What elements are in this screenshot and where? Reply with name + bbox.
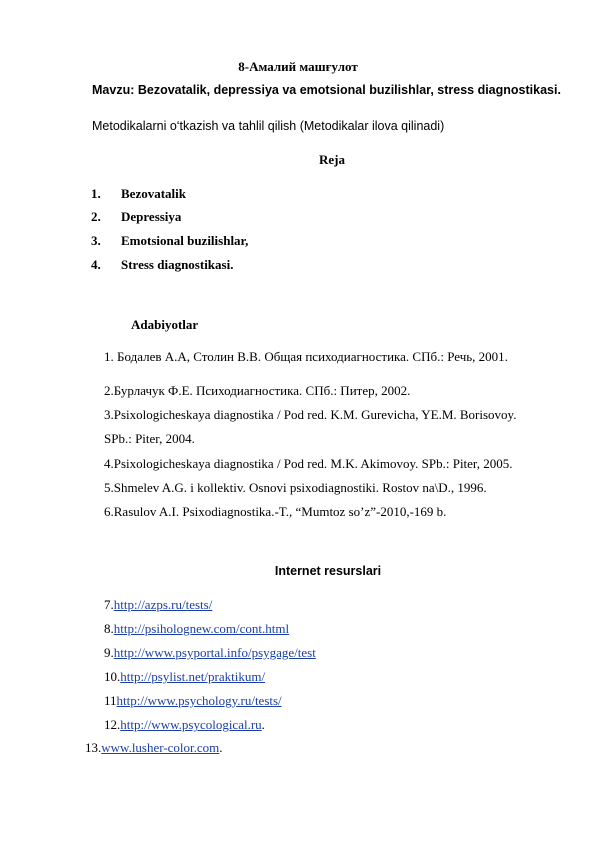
link-number: 12. <box>104 717 121 732</box>
literature-item: 1. Бодалев А.А, Столин В.В. Общая психодиагностика. СПб.: Речь, 2001. <box>104 349 508 364</box>
link-number: 8. <box>104 621 114 636</box>
page-title: 8-Амалий машғулот <box>238 59 358 74</box>
internet-link-row <box>104 693 282 709</box>
literature-item: 6.Rasulov A.I. Psixodiagnostika.-T., “Mumtoz so’z”-2010,-169 b. <box>104 504 447 519</box>
link-suffix: . <box>219 740 223 755</box>
link-number: 9. <box>104 645 114 660</box>
plan-heading: Reja <box>319 152 345 167</box>
plan-item-number: 2. <box>91 209 101 224</box>
link-number: 10. <box>104 669 121 684</box>
link-number: 13. <box>85 740 102 755</box>
link-number: 7. <box>104 597 114 612</box>
link-number: 11 <box>104 693 117 708</box>
internet-link-row <box>104 597 212 613</box>
literature-item: 5.Shmelev A.G. i kollektiv. Osnovi psixodiagnostiki. Rostov na\D., 1996. <box>104 480 487 495</box>
internet-heading: Internet resurslari <box>274 564 382 578</box>
internet-link-row <box>85 740 223 756</box>
literature-heading: Adabiyotlar <box>131 317 199 332</box>
resource-link[interactable]: http://www.psychology.ru/tests/ <box>116 693 282 708</box>
plan-item-text: Bezovatalik <box>121 186 186 201</box>
plan-item-number: 1. <box>91 186 101 201</box>
literature-item: 4.Psixologicheskaya diagnostika / Pod red. M.K. Akimovoy. SPb.: Piter, 2005. <box>104 456 513 471</box>
resource-link[interactable]: http://www.psycological.ru <box>120 717 262 732</box>
internet-link-row <box>104 669 265 685</box>
resource-link[interactable]: http://psylist.net/praktikum/ <box>120 669 266 684</box>
literature-item: 3.Psixologicheskaya diagnostika / Pod red. K.M. Gurevicha, YE.M. Borisovoy. <box>104 407 517 422</box>
link-suffix: . <box>261 717 265 732</box>
resource-link[interactable]: www.lusher-color.com <box>101 740 220 755</box>
plan-item-text: Emotsional buzilishlar, <box>121 233 249 248</box>
internet-link-row <box>104 717 265 733</box>
resource-link[interactable]: http://azps.ru/tests/ <box>113 597 213 612</box>
resource-link[interactable]: http://www.psyportal.info/psygage/test <box>113 645 316 660</box>
plan-item-text: Depressiya <box>121 209 182 224</box>
methods-note: Metodikalarni o‘tkazish va tahlil qilish (Metodikalar ilova qilinadi) <box>92 119 445 133</box>
internet-link-row <box>104 621 289 637</box>
plan-item-text: Stress diagnostikasi. <box>121 257 234 272</box>
resource-link[interactable]: http://psiholognew.com/cont.html <box>113 621 290 636</box>
topic-line: Mavzu: Bezovatalik, depressiya va emotsional buzilishlar, stress diagnostikasi. <box>92 83 561 97</box>
plan-item-number: 4. <box>91 257 101 272</box>
literature-item: SPb.: Piter, 2004. <box>104 431 195 446</box>
plan-item-number: 3. <box>91 233 101 248</box>
internet-link-row <box>104 645 316 661</box>
literature-item: 2.Бурлачук Ф.Е. Психодиагностика. СПб.: Питер, 2002. <box>104 383 411 398</box>
